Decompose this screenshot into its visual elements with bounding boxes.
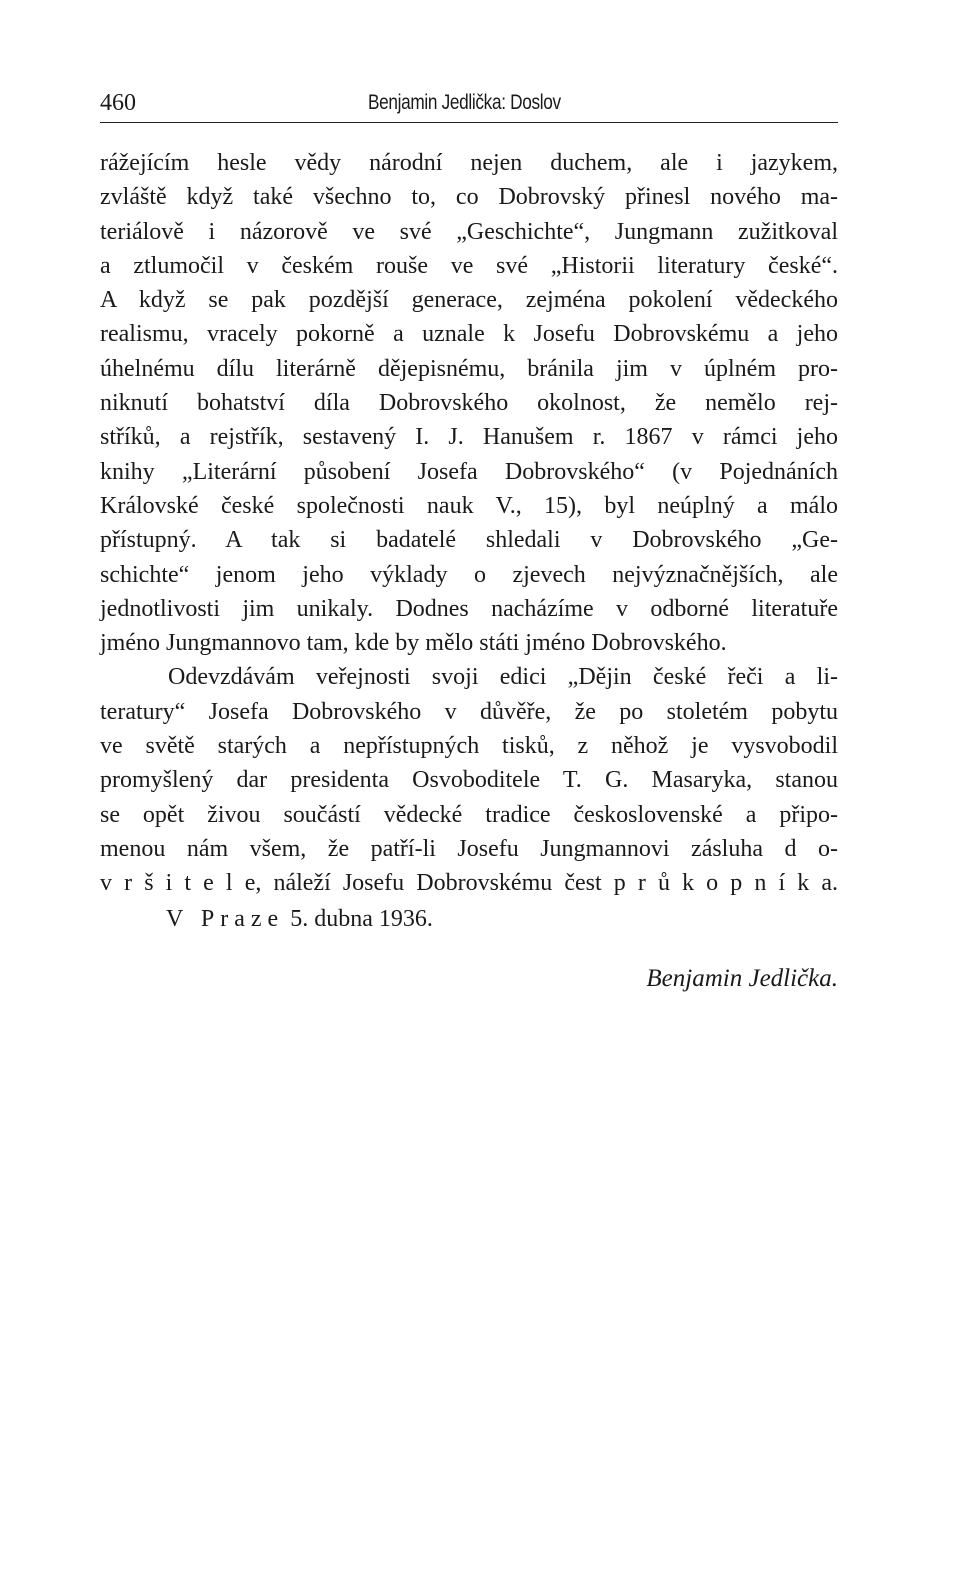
page-number: 460 bbox=[100, 90, 136, 116]
text-line: menou nám všem, že patří-li Josefu Jungmannovi zásluha d o- bbox=[100, 835, 838, 862]
text-line: stříků, a rejstřík, sestavený I. J. Hanušem r. 1867 v rámci jeho bbox=[100, 424, 838, 451]
paragraph-1 bbox=[100, 146, 838, 660]
text-line: rážejícím hesle vědy národní nejen duchem, ale i jazykem, bbox=[100, 150, 838, 176]
text-line: se opět živou součástí vědecké tradice československé a připo- bbox=[100, 801, 838, 828]
text-line: přístupný. A tak si badatelé shledali v Dobrovského „Ge- bbox=[100, 527, 838, 554]
text-line: a ztlumočil v českém rouše ve své „Historii literatury české“. bbox=[100, 252, 838, 279]
dateline bbox=[166, 902, 433, 936]
body-text bbox=[100, 146, 838, 901]
text-line: A když se pak pozdější generace, zejména pokolení vědeckého bbox=[100, 287, 838, 314]
text-line: ve světě starých a nepřístupných tisků, z něhož je vysvobodil bbox=[100, 733, 838, 760]
dateline-date: 5. dubna 1936. bbox=[290, 906, 433, 932]
text-line: Odevzdávám veřejnosti svoji edici „Dějin české řeči a li- bbox=[168, 664, 838, 691]
text-line: zvláště když také všechno to, co Dobrovský přinesl nového ma- bbox=[100, 184, 838, 211]
text-line: promyšlený dar presidenta Osvoboditele T. G. Masaryka, stanou bbox=[100, 767, 838, 794]
text-line: jméno Jungmannovo tam, kde by mělo státi jméno Dobrovského. bbox=[100, 630, 727, 657]
text-line: úhelnému dílu literárně dějepisnému, bránila jim v úplném pro- bbox=[100, 355, 838, 382]
text-line: v r š i t e l e, náleží Josefu Dobrovskému čest p r ů k o p n í k a. bbox=[100, 870, 838, 897]
text-line: realismu, vracely pokorně a uznale k Josefu Dobrovskému a jeho bbox=[100, 321, 838, 348]
running-title: Benjamin Jedlička: Doslov bbox=[368, 91, 561, 114]
text-line: teratury“ Josefa Dobrovského v důvěře, že po stoletém pobytu bbox=[100, 698, 838, 725]
signature: Benjamin Jedlička. bbox=[646, 965, 838, 992]
text-line: jednotlivosti jim unikaly. Dodnes nacházíme v odborné literatuře bbox=[100, 595, 838, 622]
header-rule bbox=[100, 122, 838, 123]
text-line: knihy „Literární působení Josefa Dobrovského“ (v Pojednáních bbox=[100, 458, 838, 485]
running-head bbox=[100, 88, 838, 124]
paragraph-2 bbox=[100, 660, 838, 900]
text-line: schichte“ jenom jeho výklady o zjevech nejvýznačnějších, ale bbox=[100, 561, 838, 588]
text-line: Královské české společnosti nauk V., 15), byl neúplný a málo bbox=[100, 492, 838, 519]
dateline-place: V Praze bbox=[166, 906, 285, 932]
text-line: teriálově i názorově ve své „Geschichte“, Jungmann zužitkoval bbox=[100, 218, 838, 245]
text-line: niknutí bohatství díla Dobrovského okolnost, že nemělo rej- bbox=[100, 390, 838, 417]
